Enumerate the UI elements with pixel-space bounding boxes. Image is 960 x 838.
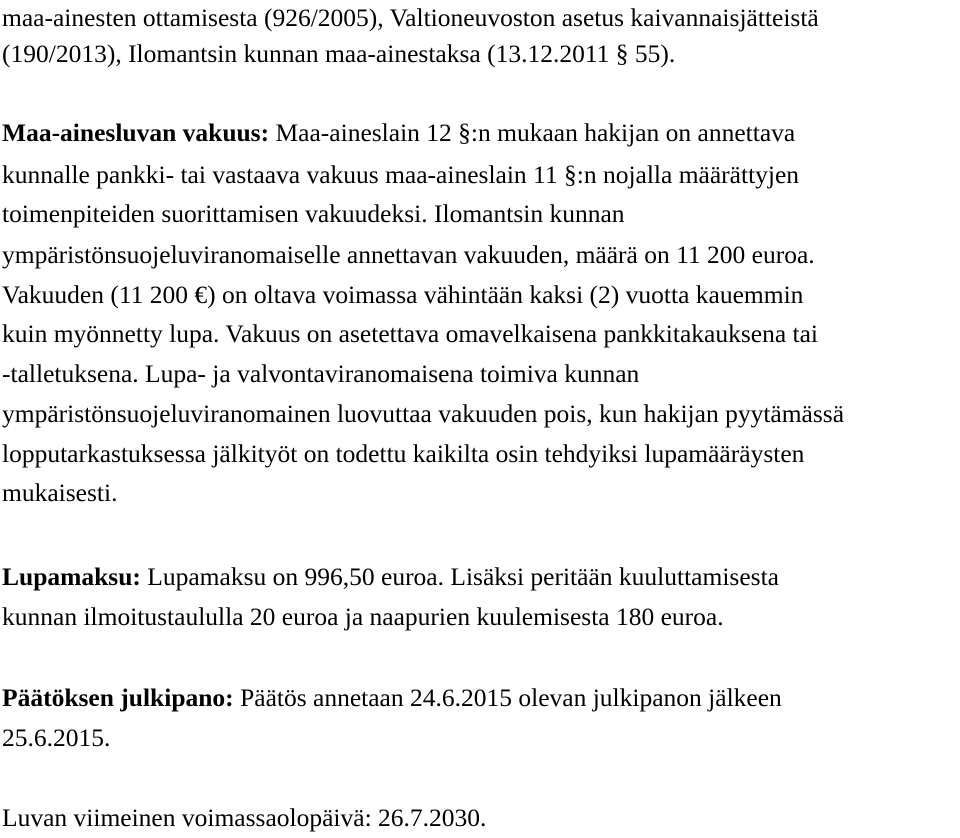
text-line: Vakuuden (11 200 €) on oltava voimassa vähintään kaksi (2) vuotta kauemmin <box>2 280 804 309</box>
text-line <box>2 678 782 718</box>
text-line: 25.6.2015. <box>2 723 111 752</box>
text-line: ympäristönsuojeluviranomainen luovuttaa vakuuden pois, kun hakijan pyytämässä <box>2 399 845 428</box>
text-line: Luvan viimeinen voimassaolopäivä: 26.7.2030. <box>2 803 487 832</box>
text-line: kunnan ilmoitustaululla 20 euroa ja naapurien kuulemisesta 180 euroa. <box>2 602 724 631</box>
section-heading: Lupamaksu: <box>2 562 141 591</box>
text-line: (190/2013), Ilomantsin kunnan maa-ainestaksa (13.12.2011 § 55). <box>2 39 676 68</box>
text-segment: Lupamaksu on 996,50 euroa. Lisäksi peritään kuuluttamisesta <box>140 562 779 591</box>
text-line: toimenpiteiden suorittamisen vakuudeksi. Ilomantsin kunnan <box>2 199 625 228</box>
section-heading: Päätöksen julkipano: <box>2 683 234 712</box>
text-line: ympäristönsuojeluviranomaiselle annettavan vakuuden, määrä on 11 200 euroa. <box>2 240 815 269</box>
section-heading: Maa-ainesluvan vakuus: <box>2 118 270 147</box>
text-line: maa-ainesten ottamisesta (926/2005), Valtioneuvoston asetus kaivannaisjätteistä <box>2 3 819 32</box>
text-line: lopputarkastuksessa jälkityöt on todettu kaikilta osin tehdyiksi lupamääräysten <box>2 439 805 468</box>
text-line: -talletuksena. Lupa- ja valvontaviranomaisena toimiva kunnan <box>2 359 640 388</box>
text-line <box>2 113 795 153</box>
text-line: kuin myönnetty lupa. Vakuus on asetettava omavelkaisena pankkitakauksena tai <box>2 319 819 348</box>
text-line: mukaisesti. <box>2 478 118 507</box>
text-segment: Maa-aineslain 12 §:n mukaan hakijan on annettava <box>269 118 796 147</box>
text-line <box>2 557 779 597</box>
text-line: kunnalle pankki- tai vastaava vakuus maa-aineslain 11 §:n nojalla määrättyjen <box>2 160 800 189</box>
text-segment: Päätös annetaan 24.6.2015 olevan julkipanon jälkeen <box>233 683 782 712</box>
